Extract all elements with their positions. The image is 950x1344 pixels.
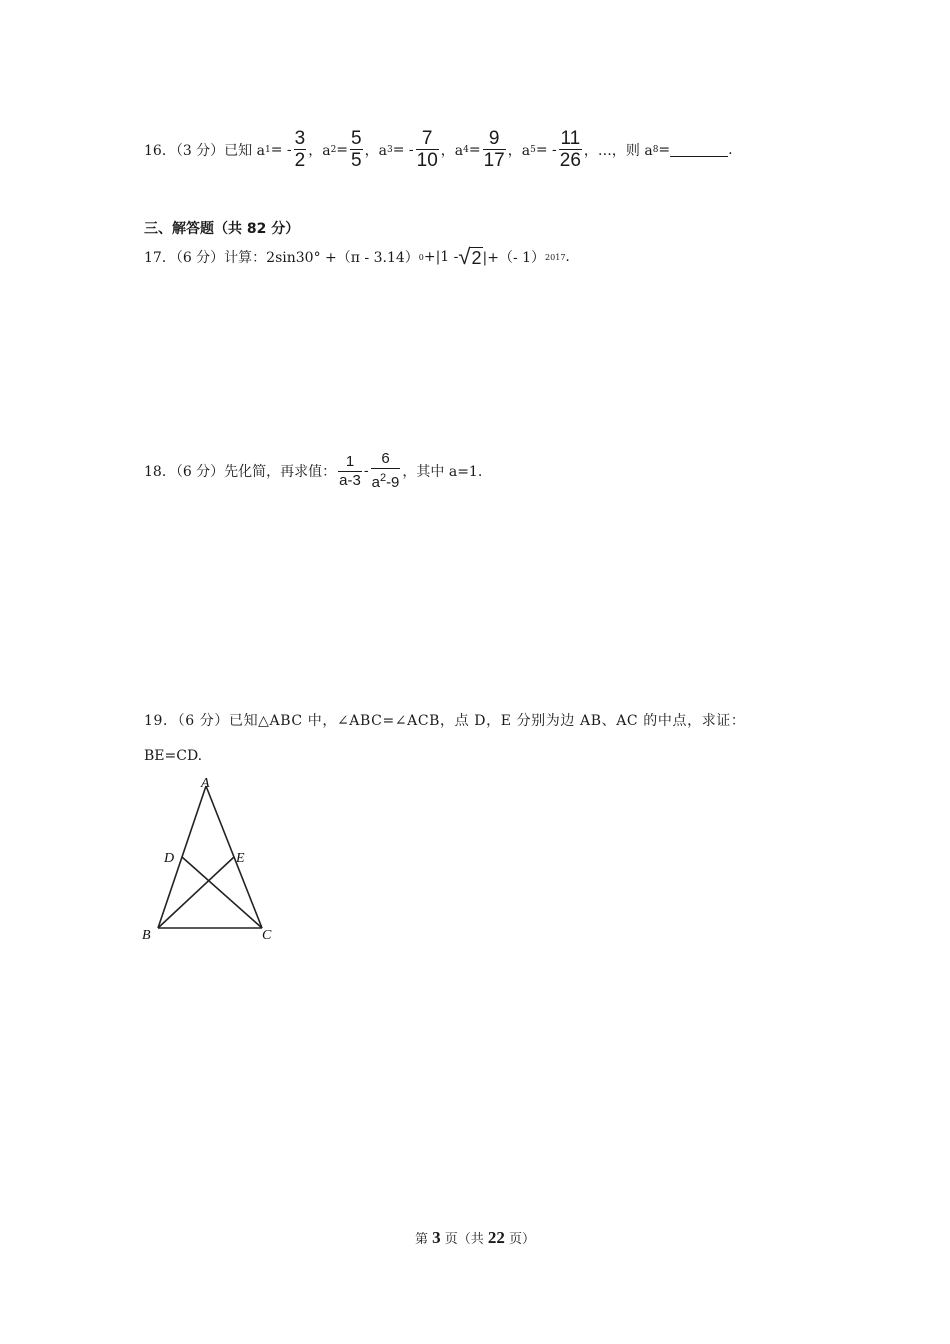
q16-comma-1: ，a xyxy=(308,142,331,159)
q16-sub-5: 5 xyxy=(530,144,536,155)
q16-fraction-4: $\frac{9}{17}$ xyxy=(483,128,505,171)
q16-end: . xyxy=(728,141,733,158)
q18-tail: ，其中 a=1. xyxy=(402,464,483,480)
question-19-line-2: BE=CD. xyxy=(144,748,203,764)
q16-comma-2: ，a xyxy=(364,142,387,159)
footer-total-pages: 22 xyxy=(487,1228,505,1247)
q17-mid: +|1 - xyxy=(423,249,459,265)
q16-sub-2: 2 xyxy=(330,144,337,155)
q16-fraction-1: $\frac{3}{2}$ xyxy=(294,128,306,171)
sqrt-icon: √ xyxy=(458,244,471,269)
q17-prefix: 17．（6 分）计算：2sin30° +（π - 3.14） xyxy=(144,250,419,266)
q17-radical: √ 2 xyxy=(458,244,482,269)
label-e: E xyxy=(236,851,245,866)
q18-fraction-2: $\frac{6}{a^2-9}$ xyxy=(371,450,400,491)
q16-prefix: 16．（3 分）已知 a xyxy=(144,142,265,159)
question-17 xyxy=(144,246,570,268)
q16-eq-4: = xyxy=(468,141,481,158)
question-19-line-1: 19．（6 分）已知△ABC 中，∠ABC=∠ACB，点 D，E 分别为边 AB、AC 的中点，求证： xyxy=(144,713,746,729)
q16-sub-1: 1 xyxy=(264,144,271,155)
q17-exp-0: 0 xyxy=(418,252,424,262)
q17-after: |+（- 1） xyxy=(482,250,546,266)
q16-comma-3: ，a xyxy=(440,142,464,159)
question-16 xyxy=(144,128,733,171)
q16-eq-8: = xyxy=(658,141,671,158)
label-c: C xyxy=(262,928,272,942)
q16-comma-4: ，a xyxy=(507,142,531,159)
q16-fraction-2: $\frac{5}{5}$ xyxy=(351,128,362,171)
q18-prefix: 18．（6 分）先化简，再求值： xyxy=(144,464,337,480)
q16-tail: ，…，则 a xyxy=(583,142,653,159)
footer-post: 页） xyxy=(504,1232,536,1247)
q16-sub-8: 8 xyxy=(652,144,659,155)
q16-fraction-3: $\frac{7}{10}$ xyxy=(416,128,438,171)
q16-eq-neg-5: = - xyxy=(535,141,557,158)
triangle-figure xyxy=(138,772,288,942)
q18-fraction-1: $\frac{1}{a-3}$ xyxy=(339,452,361,489)
question-18 xyxy=(144,450,482,492)
q16-answer-blank xyxy=(670,142,728,157)
label-b: B xyxy=(142,928,151,942)
q16-eq-neg-3: = - xyxy=(392,141,414,158)
q16-eq-neg-1: = - xyxy=(270,141,292,158)
q16-eq-2: = xyxy=(336,141,349,158)
q18-minus: - xyxy=(363,463,369,479)
q16-fraction-5: $\frac{11}{26}$ xyxy=(559,128,581,171)
q16-sub-3: 3 xyxy=(386,144,393,155)
footer-page-number: 3 xyxy=(432,1228,441,1247)
q17-exp-2017: 2017 xyxy=(545,252,566,262)
page-footer xyxy=(0,1228,950,1248)
label-a: A xyxy=(201,776,210,791)
footer-pre: 第 xyxy=(414,1232,433,1247)
q17-end: . xyxy=(565,249,570,265)
footer-mid: 页（共 xyxy=(440,1232,488,1247)
label-d: D xyxy=(164,851,175,866)
q16-sub-4: 4 xyxy=(463,144,469,155)
section-3-heading: 三、解答题（共 82 分） xyxy=(144,221,300,237)
